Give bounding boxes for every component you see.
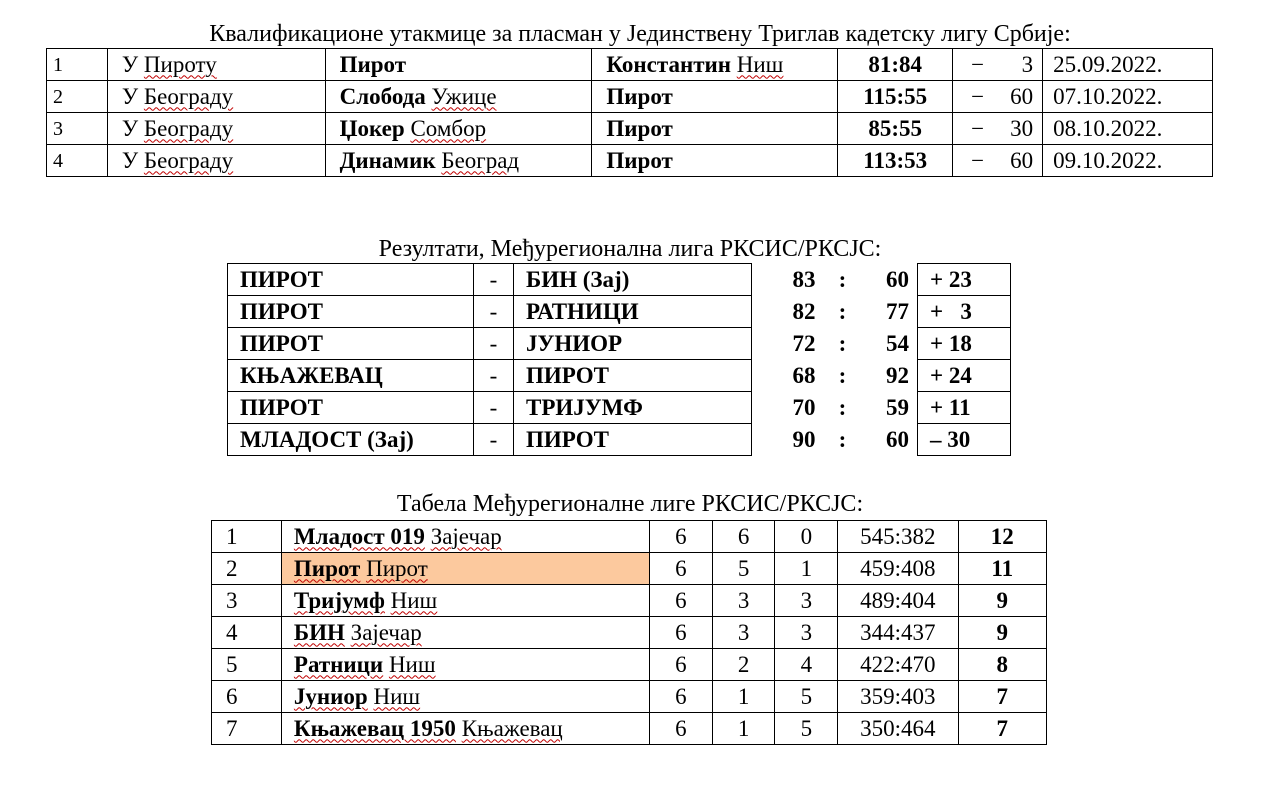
colon-cell: [818, 392, 868, 424]
difference-cell: [953, 49, 1043, 81]
separator-cell: [474, 392, 514, 424]
separator-cell: [474, 424, 514, 456]
away-team-name: Константин: [606, 51, 732, 77]
qualifiers-table: [46, 48, 1213, 177]
difference-cell: [918, 392, 1011, 424]
difference-sign: −: [971, 147, 985, 173]
played-text: 6: [675, 651, 687, 677]
separator-cell: [474, 360, 514, 392]
points-text: 8: [996, 651, 1008, 677]
standings-table: [211, 520, 1047, 745]
home-score: 72: [792, 330, 816, 356]
row-number-text: 4: [53, 149, 63, 172]
venue-prefix: У: [121, 147, 139, 173]
lost-cell: [775, 553, 838, 585]
qualifiers-title: Квалификационе утакмице за пласман у Јединствену Триглав кадетску лигу Србије:: [209, 21, 1071, 47]
lost-text: 5: [800, 715, 813, 741]
away-team-name: ТРИЈУМФ: [526, 394, 643, 420]
difference-cell: [953, 145, 1043, 177]
won-text: 3: [737, 619, 750, 645]
separator-text: -: [489, 362, 498, 388]
lost-cell: [775, 713, 838, 745]
row-number-text: 1: [53, 53, 63, 76]
won-text: 5: [737, 555, 750, 581]
played-cell: [650, 681, 713, 713]
points-text: 7: [996, 715, 1008, 741]
home-team-cell: [325, 49, 592, 81]
team-name: БИН: [293, 619, 345, 645]
away-team-cell: [514, 360, 752, 392]
row-number: [47, 113, 108, 145]
points-ratio-cell: [838, 585, 958, 617]
away-score-cell: [868, 360, 918, 392]
away-team-name: Пирот: [606, 83, 673, 109]
played-text: 6: [675, 555, 687, 581]
away-score-cell: [868, 296, 918, 328]
score-text: 113:53: [863, 147, 928, 173]
date-text: 25.09.2022.: [1053, 51, 1163, 77]
colon-text: :: [838, 298, 847, 324]
home-score: 83: [792, 266, 816, 292]
team-name: Тријумф: [293, 587, 385, 613]
colon-cell: [818, 360, 868, 392]
separator-text: -: [489, 266, 498, 292]
home-score-cell: [752, 328, 818, 360]
row-number: [47, 49, 108, 81]
table-row: [47, 113, 1213, 145]
venue-prefix: У: [121, 83, 139, 109]
home-team-name: ПИРОТ: [240, 394, 323, 420]
difference-sign: −: [971, 83, 985, 109]
position-text: 1: [226, 523, 238, 549]
team-cell: [281, 521, 649, 553]
separator-cell: [474, 296, 514, 328]
colon-text: :: [838, 362, 847, 388]
team-name: Ратници: [293, 651, 384, 677]
won-cell: [712, 713, 775, 745]
points-ratio-cell: [838, 713, 958, 745]
separator-text: -: [489, 298, 498, 324]
team-name: Књажевац 1950: [293, 715, 456, 741]
lost-text: 1: [800, 555, 813, 581]
difference-value: 60: [1010, 147, 1034, 173]
home-team-cell: [325, 81, 592, 113]
team-city: Зајечар: [430, 523, 502, 549]
points-text: 9: [996, 619, 1008, 645]
home-score-cell: [752, 424, 818, 456]
table-row: [228, 264, 1011, 296]
home-score-cell: [752, 264, 818, 296]
points-text: 9: [996, 587, 1008, 613]
won-cell: [712, 585, 775, 617]
lost-cell: [775, 585, 838, 617]
position-cell: [212, 713, 282, 745]
played-text: 6: [675, 715, 687, 741]
home-team-cell: [228, 296, 474, 328]
difference-value: 30: [1010, 115, 1034, 141]
lost-text: 3: [800, 619, 813, 645]
away-team-cell: [514, 424, 752, 456]
colon-cell: [818, 424, 868, 456]
team-city: Пирот: [366, 555, 428, 581]
date-text: 09.10.2022.: [1053, 147, 1163, 173]
position-cell: [212, 649, 282, 681]
won-text: 3: [737, 587, 750, 613]
points-ratio-text: 459:408: [860, 555, 936, 581]
position-text: 7: [226, 715, 238, 741]
away-score: 60: [886, 426, 909, 452]
results-table: [227, 263, 1011, 456]
venue-prefix: У: [121, 115, 139, 141]
won-text: 1: [737, 715, 750, 741]
difference-cell: [918, 360, 1011, 392]
team-city: Ниш: [390, 587, 438, 613]
points-text: 12: [990, 523, 1014, 549]
points-cell: [958, 649, 1046, 681]
points-text: 7: [996, 683, 1008, 709]
home-team-cell: [325, 113, 592, 145]
position-text: 2: [226, 555, 238, 581]
score-cell: [838, 145, 953, 177]
score-cell: [838, 113, 953, 145]
home-team-name: Пирот: [339, 51, 407, 77]
home-team-name: Динамик: [339, 147, 436, 173]
away-team-cell: [592, 145, 838, 177]
points-ratio-cell: [838, 553, 958, 585]
won-text: 1: [737, 683, 750, 709]
difference-cell: [918, 264, 1011, 296]
table-row: [228, 360, 1011, 392]
home-team-city: Ужице: [431, 83, 497, 109]
team-name: Пирот: [293, 555, 361, 581]
played-text: 6: [675, 683, 687, 709]
away-team-name: ПИРОТ: [526, 426, 609, 452]
score-cell: [838, 81, 953, 113]
difference-text: – 30: [930, 426, 971, 452]
home-team-cell: [228, 264, 474, 296]
home-team-name: КЊАЖЕВАЦ: [240, 362, 383, 388]
colon-cell: [818, 328, 868, 360]
away-team-city: Ниш: [736, 51, 784, 77]
team-cell: [281, 713, 649, 745]
points-cell: [958, 617, 1046, 649]
home-score-cell: [752, 360, 818, 392]
home-team-name: ПИРОТ: [240, 266, 323, 292]
difference-text: + 24: [930, 362, 972, 388]
played-text: 6: [675, 619, 687, 645]
home-score: 68: [792, 362, 816, 388]
points-ratio-text: 489:404: [860, 587, 936, 613]
won-cell: [712, 617, 775, 649]
home-team-name: Слобода: [339, 83, 426, 109]
difference-text: + 11: [930, 394, 971, 420]
separator-cell: [474, 328, 514, 360]
date-text: 07.10.2022.: [1053, 83, 1163, 109]
home-team-name: Џокер: [339, 115, 405, 141]
position-text: 3: [226, 587, 238, 613]
difference-text: + 18: [930, 330, 972, 356]
row-number: [47, 145, 108, 177]
away-team-cell: [514, 296, 752, 328]
difference-cell: [953, 113, 1043, 145]
played-cell: [650, 713, 713, 745]
played-cell: [650, 585, 713, 617]
score-text: 81:84: [868, 51, 922, 77]
venue-cell: [107, 81, 325, 113]
table-row: [212, 553, 1047, 585]
won-text: 6: [737, 523, 750, 549]
colon-cell: [818, 296, 868, 328]
home-team-cell: [228, 360, 474, 392]
home-team-name: ПИРОТ: [240, 330, 323, 356]
won-cell: [712, 521, 775, 553]
lost-text: 4: [800, 651, 813, 677]
score-text: 85:55: [868, 115, 922, 141]
venue-cell: [107, 49, 325, 81]
venue-cell: [107, 113, 325, 145]
table-row: [47, 49, 1213, 81]
points-cell: [958, 713, 1046, 745]
table-row: [212, 521, 1047, 553]
lost-text: 5: [800, 683, 813, 709]
difference-cell: [953, 81, 1043, 113]
played-cell: [650, 553, 713, 585]
away-team-name: Пирот: [606, 115, 673, 141]
results-title: Резултати, Међурегионална лига РКСИС/РКСЈС:: [378, 236, 882, 262]
home-team-name: МЛАДОСТ (Зај): [240, 426, 414, 452]
away-team-cell: [514, 264, 752, 296]
lost-cell: [775, 521, 838, 553]
colon-text: :: [838, 426, 847, 452]
table-row: [212, 649, 1047, 681]
table-row: [47, 81, 1213, 113]
position-text: 6: [226, 683, 238, 709]
position-cell: [212, 553, 282, 585]
away-score: 77: [886, 298, 909, 324]
table-row: [228, 424, 1011, 456]
away-score-cell: [868, 424, 918, 456]
won-text: 2: [737, 651, 750, 677]
away-team-name: БИН (Зај): [526, 266, 630, 292]
won-cell: [712, 649, 775, 681]
played-cell: [650, 521, 713, 553]
points-text: 11: [991, 555, 1014, 581]
away-score-cell: [868, 328, 918, 360]
away-score: 59: [886, 394, 909, 420]
venue-city: Београду: [143, 83, 234, 109]
date-text: 08.10.2022.: [1053, 115, 1163, 141]
away-team-cell: [514, 328, 752, 360]
lost-text: 3: [800, 587, 813, 613]
row-number-text: 3: [53, 117, 63, 140]
colon-text: :: [838, 330, 847, 356]
table-row: [212, 585, 1047, 617]
points-ratio-cell: [838, 681, 958, 713]
row-number-text: 2: [53, 85, 63, 108]
colon-text: :: [838, 266, 847, 292]
away-score-cell: [868, 264, 918, 296]
team-city: Ниш: [388, 651, 436, 677]
points-cell: [958, 681, 1046, 713]
home-score: 90: [792, 426, 816, 452]
points-ratio-cell: [838, 521, 958, 553]
away-team-name: ЈУНИОР: [526, 330, 623, 356]
team-city: Ниш: [373, 683, 421, 709]
home-team-cell: [228, 424, 474, 456]
table-row: [212, 713, 1047, 745]
row-number: [47, 81, 108, 113]
separator-cell: [474, 264, 514, 296]
points-ratio-cell: [838, 649, 958, 681]
venue-city: Пироту: [143, 51, 217, 77]
away-score: 60: [886, 266, 909, 292]
difference-cell: [918, 296, 1011, 328]
table-row: [212, 681, 1047, 713]
points-ratio-text: 422:470: [860, 651, 936, 677]
team-cell: [281, 617, 649, 649]
table-row: [228, 392, 1011, 424]
lost-cell: [775, 649, 838, 681]
position-cell: [212, 681, 282, 713]
position-cell: [212, 585, 282, 617]
position-text: 5: [226, 651, 238, 677]
score-text: 115:55: [863, 83, 928, 109]
team-name: Младост 019: [293, 523, 425, 549]
table-row: [228, 328, 1011, 360]
team-cell: [281, 649, 649, 681]
date-cell: [1043, 81, 1213, 113]
date-cell: [1043, 113, 1213, 145]
table-row: [47, 145, 1213, 177]
colon-cell: [818, 264, 868, 296]
away-team-cell: [592, 49, 838, 81]
won-cell: [712, 553, 775, 585]
away-score-cell: [868, 392, 918, 424]
played-text: 6: [675, 523, 687, 549]
points-cell: [958, 553, 1046, 585]
venue-prefix: У: [121, 51, 139, 77]
score-cell: [838, 49, 953, 81]
played-cell: [650, 617, 713, 649]
difference-value: 60: [1010, 83, 1034, 109]
away-team-name: Пирот: [606, 147, 673, 173]
difference-text: + 23: [930, 266, 972, 292]
team-cell: [281, 585, 649, 617]
venue-cell: [107, 145, 325, 177]
separator-text: -: [489, 330, 498, 356]
won-cell: [712, 681, 775, 713]
position-cell: [212, 617, 282, 649]
points-ratio-cell: [838, 617, 958, 649]
venue-city: Београду: [143, 147, 234, 173]
lost-cell: [775, 617, 838, 649]
separator-text: -: [489, 426, 498, 452]
points-cell: [958, 521, 1046, 553]
home-team-city: Сомбор: [410, 115, 487, 141]
difference-text: + 3: [930, 298, 972, 324]
away-team-cell: [514, 392, 752, 424]
difference-cell: [918, 328, 1011, 360]
points-ratio-text: 344:437: [860, 619, 936, 645]
home-team-cell: [325, 145, 592, 177]
separator-text: -: [489, 394, 498, 420]
lost-text: 0: [800, 523, 813, 549]
home-team-name: ПИРОТ: [240, 298, 323, 324]
played-cell: [650, 649, 713, 681]
away-score: 92: [886, 362, 909, 388]
away-team-name: РАТНИЦИ: [526, 298, 639, 324]
points-ratio-text: 545:382: [860, 523, 936, 549]
home-score-cell: [752, 392, 818, 424]
table-row: [228, 296, 1011, 328]
away-team-cell: [592, 113, 838, 145]
home-team-city: Београд: [441, 147, 520, 173]
home-score: 82: [792, 298, 816, 324]
date-cell: [1043, 49, 1213, 81]
standings-title: Табела Међурегионалне лиге РКСИС/РКСЈС:: [396, 491, 864, 517]
table-row: [212, 617, 1047, 649]
date-cell: [1043, 145, 1213, 177]
away-score: 54: [886, 330, 909, 356]
home-team-cell: [228, 328, 474, 360]
away-team-cell: [592, 81, 838, 113]
home-score-cell: [752, 296, 818, 328]
team-cell: [281, 553, 649, 585]
points-cell: [958, 585, 1046, 617]
played-text: 6: [675, 587, 687, 613]
difference-sign: −: [971, 115, 985, 141]
difference-cell: [918, 424, 1011, 456]
difference-sign: −: [971, 51, 985, 77]
team-city: Зајечар: [350, 619, 422, 645]
lost-cell: [775, 681, 838, 713]
away-team-name: ПИРОТ: [526, 362, 609, 388]
difference-value: 3: [1021, 51, 1034, 77]
colon-text: :: [838, 394, 847, 420]
team-cell: [281, 681, 649, 713]
team-name: Јуниор: [293, 683, 368, 709]
position-text: 4: [226, 619, 238, 645]
points-ratio-text: 350:464: [860, 715, 936, 741]
venue-city: Београду: [143, 115, 234, 141]
position-cell: [212, 521, 282, 553]
home-team-cell: [228, 392, 474, 424]
team-city: Књажевац: [461, 715, 563, 741]
points-ratio-text: 359:403: [860, 683, 936, 709]
home-score: 70: [792, 394, 816, 420]
